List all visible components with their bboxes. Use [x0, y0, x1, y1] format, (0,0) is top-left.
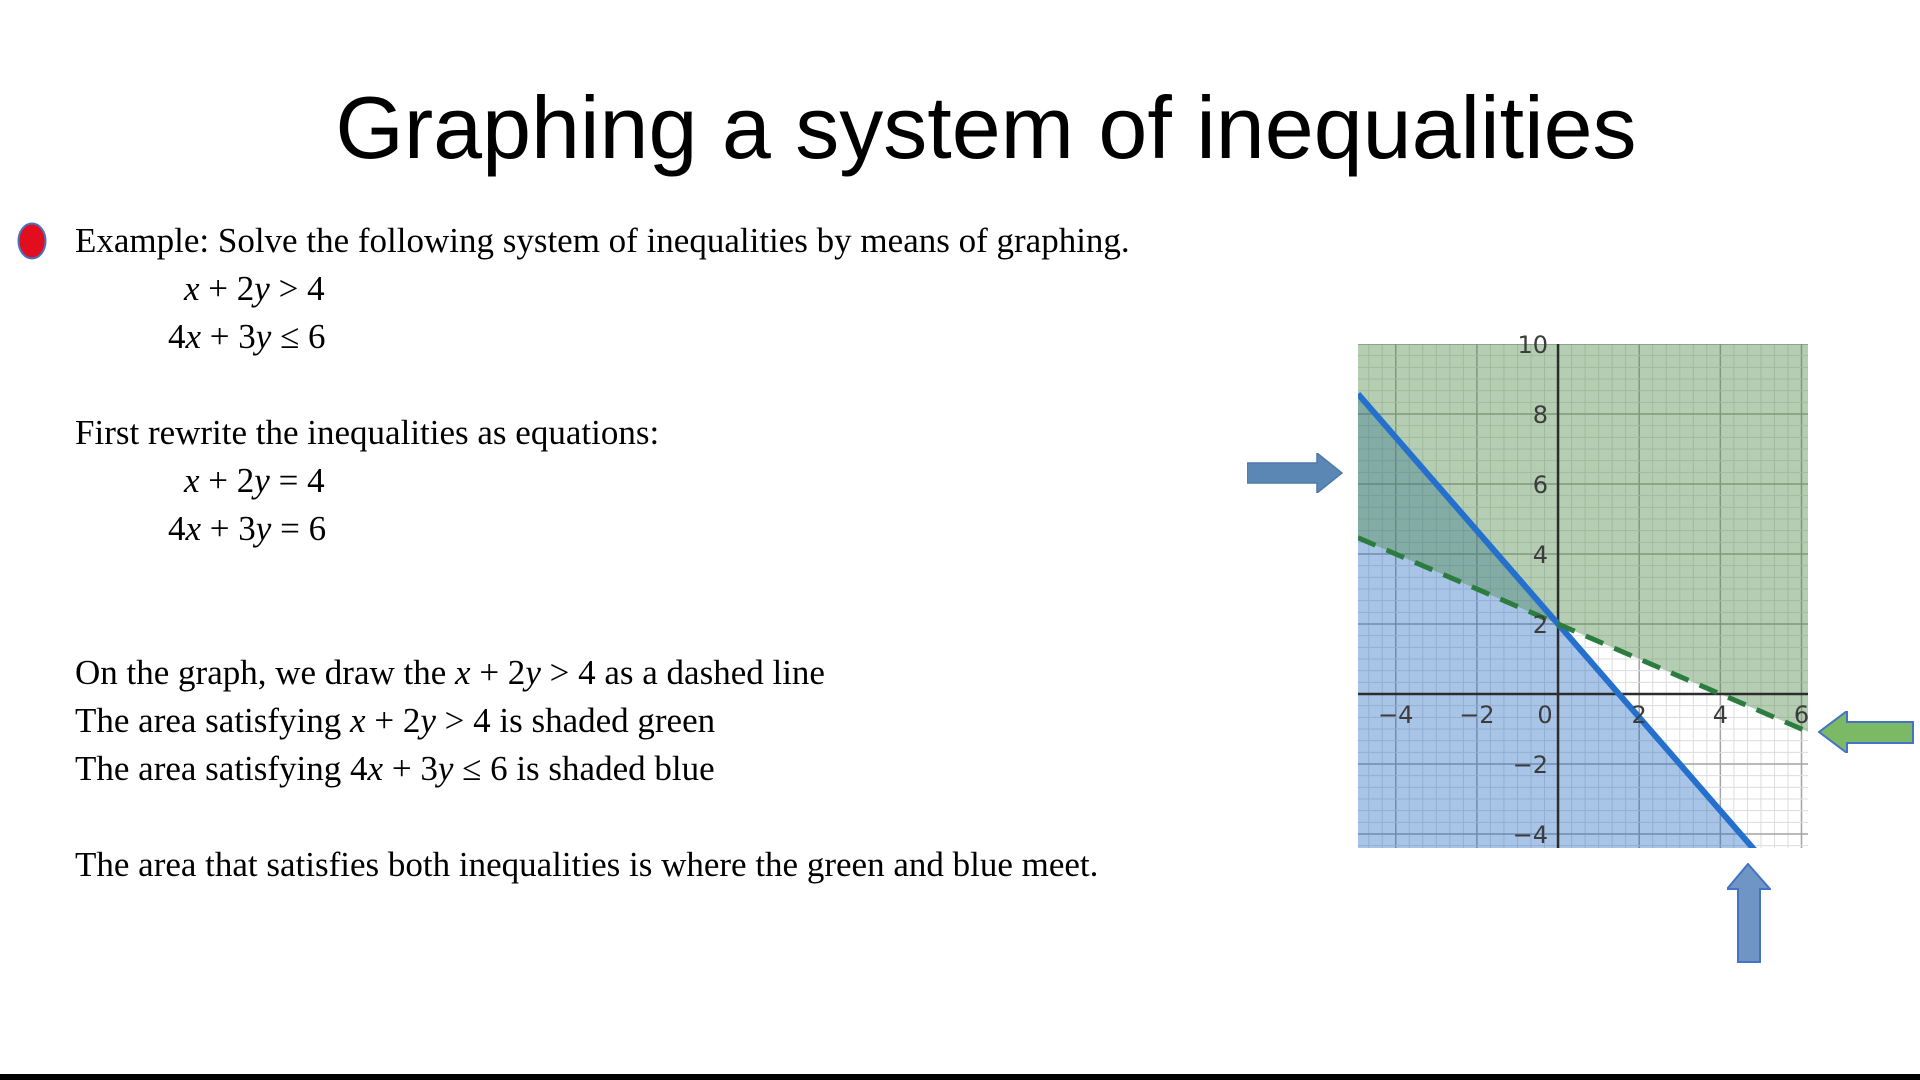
blank-line — [75, 793, 1130, 841]
math-var: x — [184, 461, 200, 500]
y-tick-label: 10 — [1517, 331, 1549, 359]
text-run: ≤ 6 — [271, 317, 326, 356]
text-run: + 2 — [199, 461, 255, 500]
x-tick-label: −4 — [1378, 701, 1414, 729]
body-line-equation-1 — [184, 457, 1130, 505]
x-tick-label: 4 — [1712, 701, 1728, 729]
text-run: + 3 — [201, 509, 256, 548]
body-line-green — [75, 697, 1130, 745]
math-var: y — [254, 269, 270, 308]
x-tick-label: −2 — [1459, 701, 1495, 729]
bullet-icon — [17, 222, 47, 260]
body-line-inequality-2 — [168, 313, 1130, 361]
blank-line — [75, 553, 1130, 601]
body-text — [75, 217, 1130, 889]
inequality-graph-figure — [1358, 331, 1810, 849]
text-run: ≤ 6 is shaded blue — [453, 749, 715, 788]
text-run: The area satisfying — [75, 701, 351, 740]
body-line-example — [75, 217, 1130, 265]
text-run: 4 — [168, 509, 186, 548]
body-line-blue — [75, 745, 1130, 793]
math-var: x — [455, 653, 471, 692]
arrow-shape — [1247, 453, 1342, 493]
text-run: > 4 is shaded green — [435, 701, 716, 740]
body-line-inequality-1 — [184, 265, 1130, 313]
text-run: First rewrite the inequalities as equations: — [75, 413, 660, 452]
body-line-conclusion — [75, 841, 1130, 889]
math-var: y — [255, 317, 272, 356]
text-run: > 4 as a dashed line — [540, 653, 825, 692]
body-line-equation-2 — [168, 505, 1130, 553]
math-var: y — [525, 653, 541, 692]
text-run: = 6 — [271, 509, 327, 548]
blue-right-arrow-icon — [1247, 453, 1343, 493]
blank-line — [75, 601, 1130, 649]
body-line-dashed — [75, 649, 1130, 697]
math-var: y — [254, 461, 270, 500]
bullet-ellipse — [19, 224, 46, 259]
math-var: x — [185, 317, 202, 356]
text-run: + 3 — [383, 749, 438, 788]
math-var: x — [185, 509, 202, 548]
math-var: x — [350, 701, 366, 740]
text-run: > 4 — [269, 269, 325, 308]
math-var: y — [437, 749, 454, 788]
text-run: + 2 — [199, 269, 255, 308]
blank-line — [75, 361, 1130, 409]
x-tick-label: 6 — [1793, 701, 1810, 729]
math-var: y — [420, 701, 436, 740]
text-run: On the graph, we draw the — [75, 653, 456, 692]
body-line-rewrite — [75, 409, 1130, 457]
math-var: y — [255, 509, 272, 548]
text-run: 4 — [168, 317, 186, 356]
green-left-arrow-icon — [1818, 711, 1914, 753]
y-tick-label: 2 — [1532, 611, 1549, 639]
x-tick-label: 0 — [1537, 701, 1553, 729]
y-tick-label: 4 — [1532, 541, 1549, 569]
text-run: The area that satisfies both inequalities is where the green and blue meet. — [75, 845, 1099, 884]
text-run: + 3 — [201, 317, 256, 356]
math-var: x — [367, 749, 384, 788]
y-tick-label: 6 — [1532, 471, 1549, 499]
graph-svg — [1358, 331, 1810, 849]
y-tick-label: 8 — [1532, 401, 1549, 429]
plot-area — [1358, 314, 1808, 911]
y-tick-label: −4 — [1512, 821, 1549, 849]
arrow-shape — [1727, 864, 1770, 962]
bottom-edge-bar — [0, 1074, 1920, 1080]
text-run: Example: Solve the following system of inequalities by means of graphing. — [75, 221, 1130, 260]
text-run: The area satisfying 4 — [75, 749, 368, 788]
page-title: Graphing a system of inequalities — [335, 78, 1637, 177]
text-run: + 2 — [470, 653, 526, 692]
math-var: x — [184, 269, 200, 308]
blue-up-arrow-icon — [1727, 863, 1771, 963]
x-tick-label: 2 — [1631, 701, 1647, 729]
text-run: + 2 — [365, 701, 421, 740]
y-tick-label: −2 — [1512, 751, 1549, 779]
text-run: = 4 — [269, 461, 325, 500]
arrow-shape — [1819, 711, 1913, 753]
